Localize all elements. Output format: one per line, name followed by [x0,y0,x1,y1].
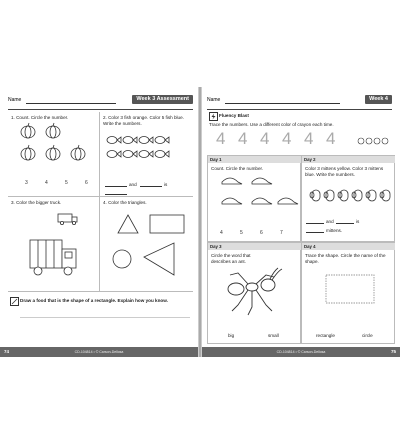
choice-number[interactable]: 4 [45,180,48,186]
question-3-text: 3. Color the bigger truck. [11,200,62,205]
circle-shape[interactable] [113,250,131,268]
is-label: is [164,182,168,187]
question-3 [8,197,100,292]
choice-number[interactable]: 7 [280,230,283,236]
answer-line[interactable] [105,194,127,195]
trace-digits [210,129,360,149]
ant-drawing [208,267,302,327]
rectangle-shape[interactable] [150,215,184,233]
trace-digit[interactable]: 4 [260,129,270,148]
week-title: Week 3 Assessment [132,95,193,104]
name-line[interactable] [225,103,340,104]
truck-drawings [8,197,100,287]
trace-digit[interactable]: 4 [216,129,226,148]
day-1-label: Day 1 [208,156,301,163]
day-4 [301,242,395,344]
word-choice[interactable]: rectangle [316,333,335,338]
name-row [8,95,193,105]
day-2-text: Color 3 mittens yellow. Color 3 mittens blue. Write the numbers. [305,166,384,177]
trace-digit[interactable]: 4 [238,129,248,148]
triangle-shape[interactable] [118,215,138,233]
answer-line[interactable] [306,223,324,224]
day-2-label: Day 2 [302,156,395,163]
right-page [202,87,400,357]
page-number: 74 [4,349,10,354]
trace-digit[interactable]: 4 [282,129,292,148]
choice-number[interactable]: 6 [85,180,88,186]
question-4-text: 4. Color the triangles. [103,200,147,205]
page-footer [0,347,198,357]
day-3-text: Circle the word that describes an ant. [211,253,251,264]
and-label: and [326,219,334,224]
writing-prompt-text: Draw a food that is the shape of a rectangle. Explain how you know. [20,298,168,303]
fluency-title: Fluency Blast [219,113,249,118]
name-row [207,95,392,105]
writing-prompt [8,293,193,343]
trace-digit[interactable]: 4 [304,129,314,148]
pumpkin-group [8,124,100,184]
question-2 [100,112,193,197]
copyright: CD-104814 • © Carson-Dellosa [74,350,124,354]
question-2-text: 2. Color 3 fish orange. Color 5 fish blue. Write the numbers. [103,115,184,126]
answer-line[interactable] [336,223,354,224]
mittens-label: mittens. [326,228,343,233]
copyright: CD-104814 • © Carson-Dellosa [276,350,326,354]
is-label: is [356,219,360,224]
shape-drawings [100,197,193,287]
and-label: and [129,182,137,187]
choice-number[interactable]: 5 [65,180,68,186]
day-4-text: Trace the shape. Circle the name of the shape. [305,253,386,264]
page-footer [202,347,400,357]
word-choice[interactable]: small [268,333,279,338]
left-page [0,87,198,357]
choice-number[interactable]: 5 [240,230,243,236]
circle-dots [357,137,397,147]
question-1 [8,112,100,197]
fish-group [100,134,192,174]
answer-line[interactable] [306,232,324,233]
name-label: Name [8,97,22,103]
triangle-shape[interactable] [144,243,174,275]
mitten-drawings [302,186,396,216]
answer-line[interactable] [105,186,127,187]
day-2 [301,155,395,242]
page-number: 75 [390,349,396,354]
divider [8,109,193,110]
question-4 [100,197,193,292]
writing-area[interactable] [20,317,190,318]
divider [207,109,392,110]
trace-rectangle[interactable] [302,271,396,321]
pencil-icon [10,297,19,306]
workbook-spread [0,87,400,357]
cap-drawings [208,174,302,224]
fluency-text: Trace the numbers. Use a different color of crayon each time. [209,122,334,127]
trace-digit[interactable]: 4 [326,129,336,148]
choice-number[interactable]: 3 [25,180,28,186]
question-1-text: 1. Count. Circle the number. [11,115,69,120]
word-choice[interactable]: circle [362,333,373,338]
answer-line[interactable] [140,186,162,187]
choice-number[interactable]: 6 [260,230,263,236]
choice-number[interactable]: 4 [220,230,223,236]
name-line[interactable] [26,103,116,104]
word-choice[interactable]: big [228,333,235,338]
lightning-icon [209,112,218,121]
day-1 [207,155,301,242]
name-label: Name [207,97,221,103]
day-4-label: Day 4 [302,243,395,250]
day-3 [207,242,301,344]
day-3-label: Day 3 [208,243,301,250]
day-1-text: Count. Circle the number. [211,166,264,171]
week-title: Week 4 [365,95,392,104]
